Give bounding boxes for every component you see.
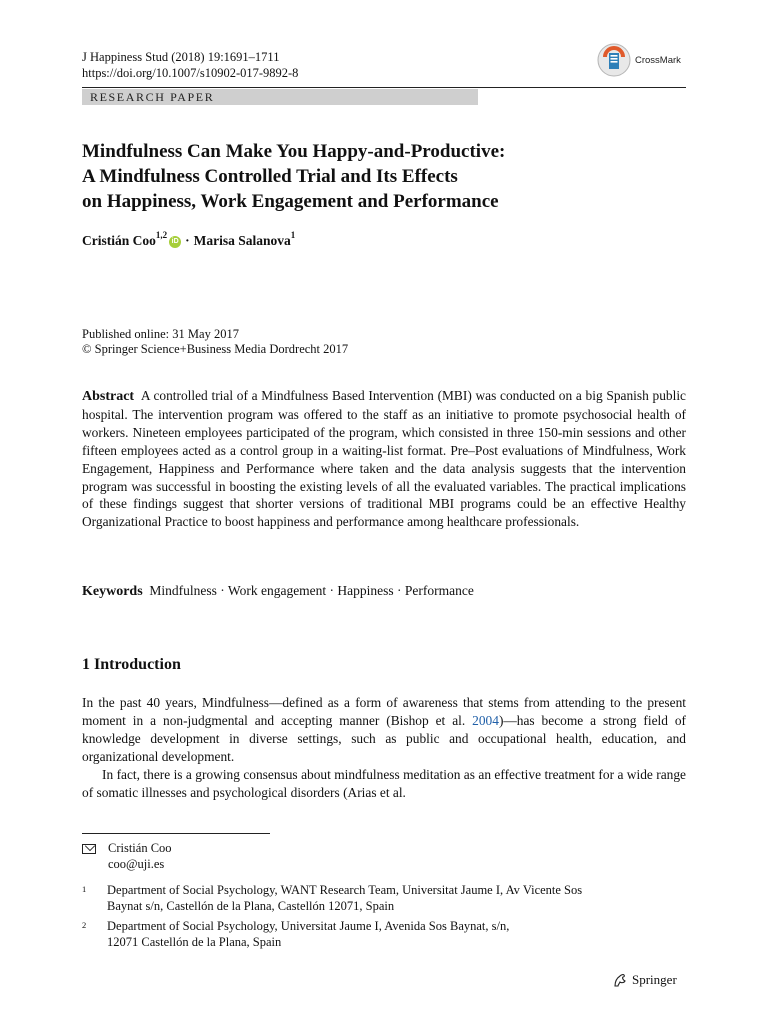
intro-paragraph-2: In fact, there is a growing consensus about mindfulness meditation as an effective treatment for a wide range of somatic illnesses and psychological disorders (Arias et al. xyxy=(82,767,686,800)
orcid-icon[interactable]: iD xyxy=(169,236,181,248)
abstract-heading: Abstract xyxy=(82,389,135,404)
title-line-3: on Happiness, Work Engagement and Performance xyxy=(82,191,499,212)
affiliation-line: Baynat s/n, Castellón de la Plana, Castellón 12071, Spain xyxy=(107,898,395,913)
envelope-icon xyxy=(82,844,96,854)
publisher-logo xyxy=(612,972,677,988)
doi-link[interactable]: https://doi.org/10.1007/s10902-017-9892-8 xyxy=(82,66,299,80)
abstract xyxy=(82,387,686,531)
title-line-1: Mindfulness Can Make You Happy-and-Productive: xyxy=(82,141,506,162)
journal-header xyxy=(82,49,298,81)
abstract-text: A controlled trial of a Mindfulness Based Intervention (MBI) was conducted on a big Spanish public hospital. The intervention program was offered to the staff as an initiative to promote psychosocial health of workers. Nineteen employees participated of the program, which consisted in three 150-min sessions and other fifteen employees acted as a control group in a waiting-list format. Pre–Post evaluations of Mindfulness, Work Engagement, Happiness and Performance where taken and the data analysis suggests that the intervention program was successful in boosting the existing levels of all the evaluated variables. The practical implications of these findings suggest that shorter versions of traditional MBI programs could be an effective Healthy Organizational Practice to boost happiness and performance among healthcare professionals. xyxy=(82,388,686,530)
crossmark-label: CrossMark xyxy=(635,54,681,66)
affiliation-line: 12071 Castellón de la Plana, Spain xyxy=(107,934,282,949)
affiliation-line: Department of Social Psychology, Universitat Jaume I, Avenida Sos Baynat, s/n, xyxy=(107,919,510,933)
section-label: RESEARCH PAPER xyxy=(90,90,215,104)
affiliation-number: 1 xyxy=(82,884,87,894)
affiliation-number: 2 xyxy=(82,920,87,930)
copyright-notice: © Springer Science+Business Media Dordrecht 2017 xyxy=(82,342,349,356)
corresponding-name: Cristián Coo xyxy=(108,841,172,855)
header-rule xyxy=(82,87,686,88)
crossmark-icon xyxy=(597,43,631,77)
springer-horse-icon xyxy=(612,972,628,988)
author-name[interactable]: Marisa Salanova xyxy=(193,233,291,248)
affiliation-2 xyxy=(82,919,686,950)
footnote-rule xyxy=(82,833,270,834)
author-separator: · xyxy=(185,233,190,248)
section-heading: 1 Introduction xyxy=(82,656,181,673)
author-list: Cristián Coo $^{1,2}$ iD · Marisa Salanova $^1$ xyxy=(82,230,296,248)
corresponding-author xyxy=(82,841,172,872)
author-name[interactable]: Cristián Coo xyxy=(82,233,156,248)
keywords-heading: Keywords xyxy=(82,584,143,599)
publisher-name: Springer xyxy=(632,972,677,987)
affiliation-1 xyxy=(82,883,686,914)
crossmark-badge[interactable] xyxy=(597,43,681,77)
paper-title xyxy=(82,139,682,214)
journal-citation: J Happiness Stud (2018) 19:1691–1711 xyxy=(82,50,280,64)
keywords xyxy=(82,582,474,601)
publication-info xyxy=(82,327,348,357)
title-line-2: A Mindfulness Controlled Trial and Its Effects xyxy=(82,166,458,187)
citation-link[interactable]: 2004 xyxy=(472,713,499,728)
affiliation-line: Department of Social Psychology, WANT Research Team, Universitat Jaume I, Av Vicente Sos xyxy=(107,883,583,897)
intro-paragraph-1 xyxy=(82,694,686,766)
published-date: Published online: 31 May 2017 xyxy=(82,327,239,341)
paragraph-text: )—has become a strong field of knowledge development in diverse settings, such as public and occupational health, education, and organizational development. xyxy=(82,713,687,764)
paragraph-text: In the past 40 years, Mindfulness—defined as a form of awareness that stems from attending to the present moment in a non-judgmental and accepting manner (Bishop et al. xyxy=(82,695,686,728)
corresponding-email[interactable]: coo@uji.es xyxy=(108,856,165,871)
keywords-list: Mindfulness · Work engagement · Happiness · Performance xyxy=(149,583,474,598)
